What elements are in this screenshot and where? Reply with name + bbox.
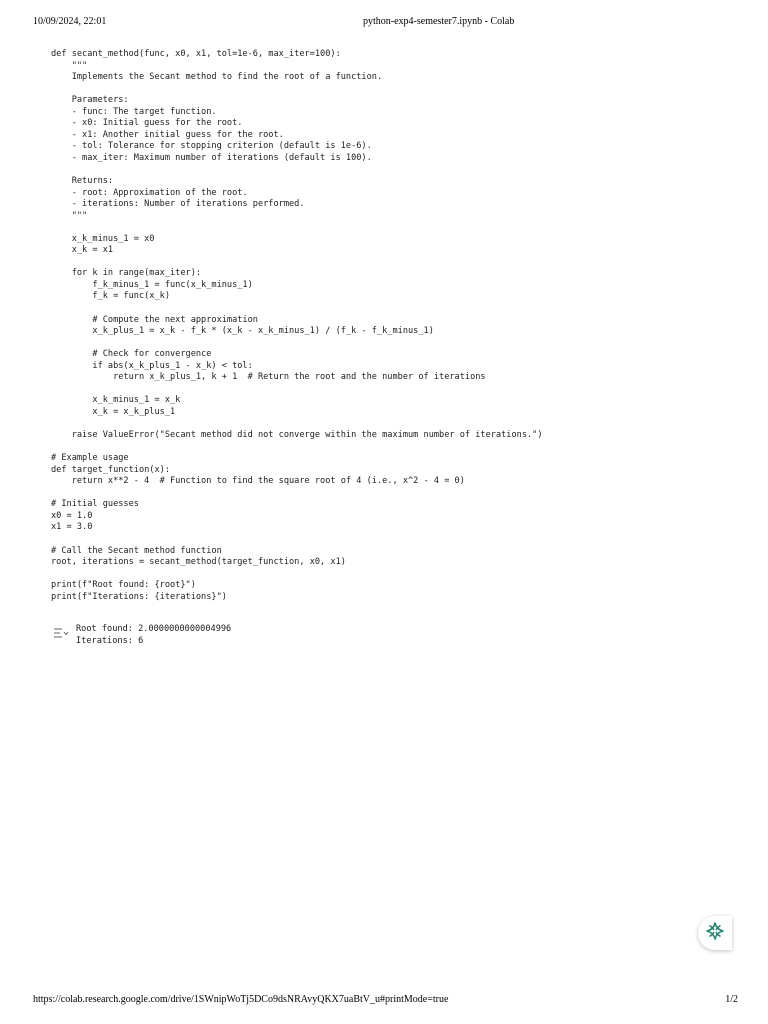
print-date: 10/09/2024, 22:01 (33, 16, 107, 27)
print-page-title: python-exp4-semester7.ipynb - Colab (363, 16, 515, 27)
gemini-button[interactable] (698, 916, 732, 950)
code-cell[interactable] (51, 49, 741, 603)
print-footer (33, 994, 738, 1008)
code-cell-source[interactable]: def secant_method(func, x0, x1, tol=1e-6, max_iter=100): """ Implements the Secant method to find the root of a function. Parameters: - func: The target function. - x0: Initial guess for the root. - x1: Another initial guess for the root. - tol: Tolerance for stopping criterion (default is 1e-6). - max_iter: Maximum number of iterations (default is 100). Returns: - root: Approximation of the root. - iterations: Number of iterations performed. """ x_k_minus_1 = x0 x_k = x1 for k in range(max_iter): f_k_minus_1 = func(x_k_minus_1) f_k = func(x_k) # Compute the next approximation x_k_plus_1 = x_k - f_k * (x_k - x_k_minus_1) / (f_k - f_k_minus_1) # Check for convergence if abs(x_k_plus_1 - x_k) < tol: return x_k_plus_1, k + 1 # Return the root and the number of iterations x_k_minus_1 = x_k x_k = x_k_plus_1 raise ValueError("Secant method did not converge within the maximum number of iterations.") # Example usage def target_function(x): return x**2 - 4 # Function to find the square root of 4 (i.e., x^2 - 4 = 0) # Initial guesses x0 = 1.0 x1 = 3.0 # Call the Secant method function root, iterations = secant_method(target_function, x0, x1) print(f"Root found: {root}") print(f"Iterations: {iterations}") (51, 49, 543, 602)
cell-output-text: Root found: 2.0000000000004996 Iterations: 6 (76, 624, 232, 646)
print-header (33, 16, 738, 30)
print-url: https://colab.research.google.com/drive/1SWnipWoTj5DCo9dsNRAvyQKX7uaBtV_u#printMode=true (33, 994, 449, 1005)
gemini-spark-icon (705, 921, 725, 946)
print-page-number: 1/2 (725, 994, 738, 1005)
output-toggle-icon[interactable] (53, 626, 69, 638)
cell-output (51, 624, 741, 664)
